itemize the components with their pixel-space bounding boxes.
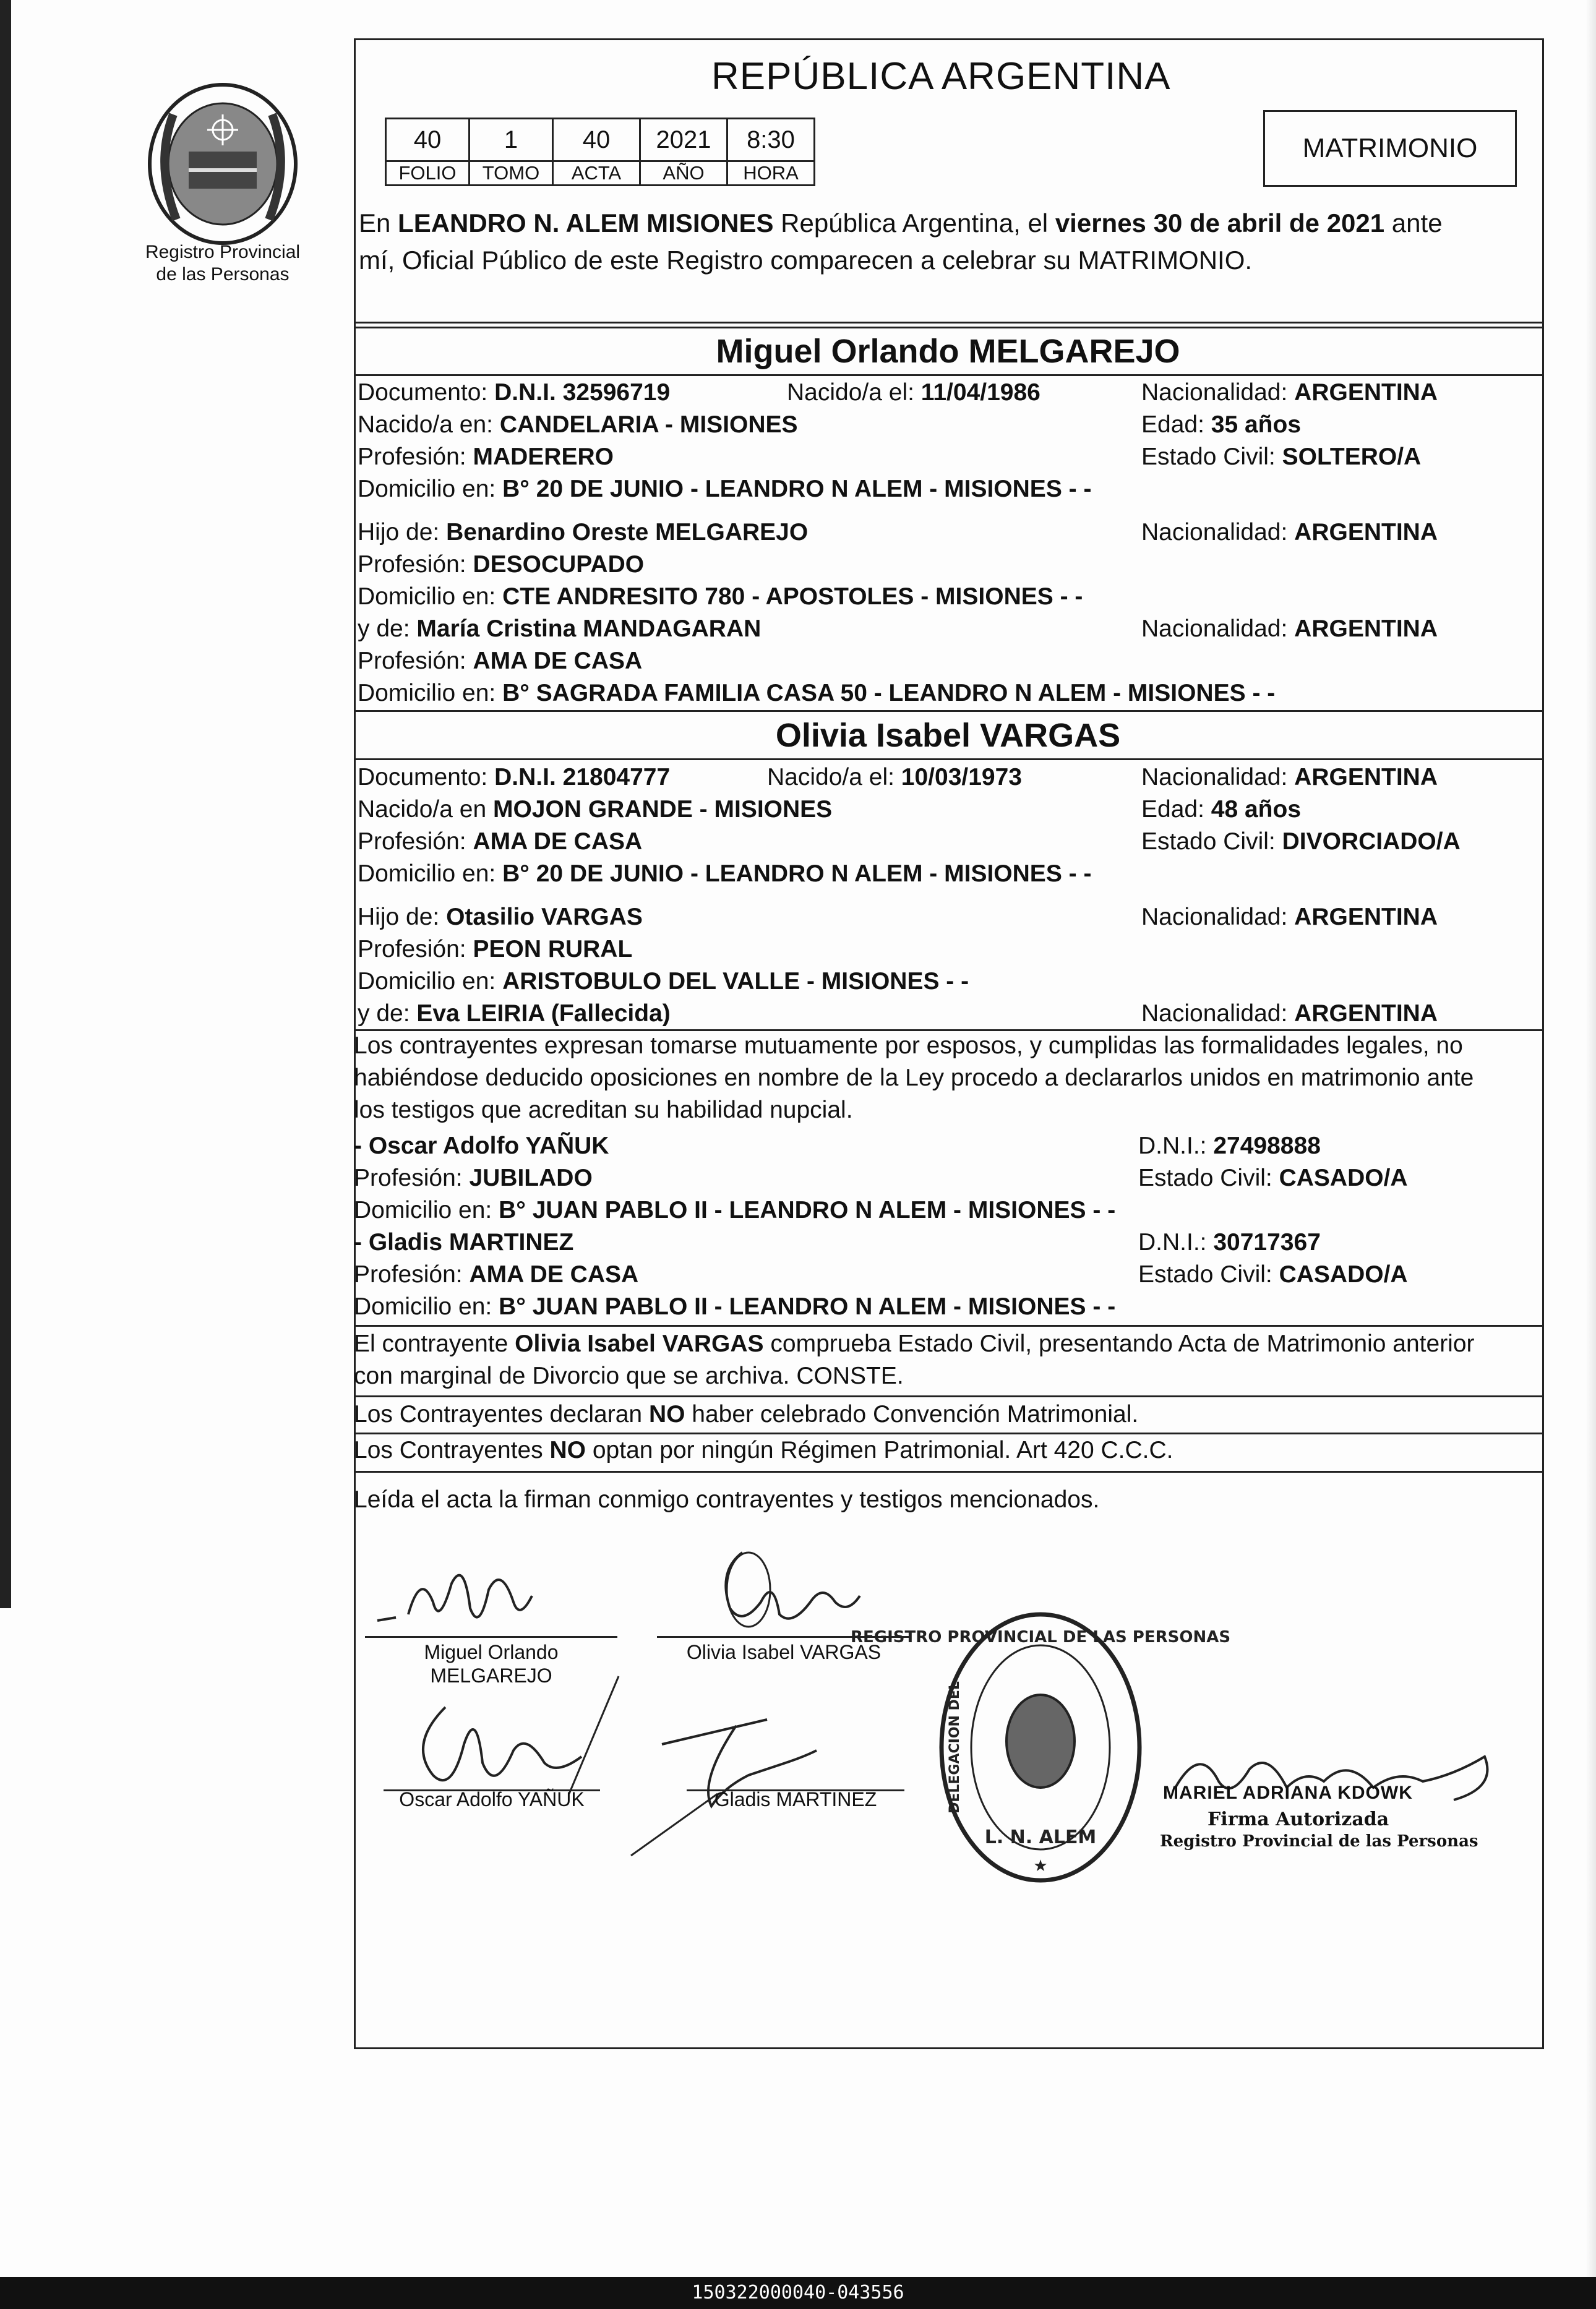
c1-madre-profesion: Profesión: AMA DE CASA [358, 648, 643, 674]
testigo-1-dni: D.N.I.: 27498888 [1138, 1133, 1321, 1159]
c2-nacido-el: Nacido/a el: 10/03/1973 [767, 764, 1022, 790]
declaracion-line-3: los testigos que acreditan su habilidad nupcial. [354, 1097, 853, 1123]
c1-nacido-el: Nacido/a el: 11/04/1986 [787, 379, 1040, 406]
testigo-1-profesion: Profesión: JUBILADO [354, 1165, 593, 1191]
c2-nacido-en: Nacido/a en MOJON GRANDE - MISIONES [358, 796, 833, 823]
c1-profesion: Profesión: MADERERO [358, 443, 614, 470]
intro-line-1: En LEANDRO N. ALEM MISIONES República Argentina, el viernes 30 de abril de 2021 ante [359, 208, 1443, 238]
provincial-crest-logo [130, 77, 315, 251]
page-title: REPÚBLICA ARGENTINA [711, 55, 1171, 98]
cierre-line: Leída el acta la firman conmigo contrayentes y testigos mencionados. [354, 1486, 1100, 1513]
funcionario-title: Firma Autorizada [1208, 1809, 1389, 1830]
anio-label: AÑO [640, 161, 727, 186]
c1-padre: Hijo de: Benardino Oreste MELGAREJO [358, 519, 809, 546]
c1-domicilio: Domicilio en: B° 20 DE JUNIO - LEANDRO N ALEM - MISIONES - - [358, 476, 1092, 502]
tomo-label: TOMO [470, 161, 553, 186]
c1-madre: y de: María Cristina MANDAGARAN [358, 615, 762, 642]
c2-domicilio: Domicilio en: B° 20 DE JUNIO - LEANDRO N ALEM - MISIONES - - [358, 860, 1092, 887]
intro-line-2: mí, Oficial Público de este Registro comparecen a celebrar su MATRIMONIO. [359, 246, 1253, 275]
divider [354, 374, 1542, 376]
acta-value: 40 [553, 119, 640, 161]
registry-table [385, 118, 815, 186]
folio-value: 40 [386, 119, 470, 161]
acta-type-box: MATRIMONIO [1263, 110, 1517, 187]
testigo-1-domicilio: Domicilio en: B° JUAN PABLO II - LEANDRO N ALEM - MISIONES - - [354, 1197, 1116, 1223]
seal-text-bottom: L. N. ALEM [984, 1827, 1097, 1848]
testigo-2-name: - Gladis MARTINEZ [354, 1229, 574, 1256]
c2-padre-profesion: Profesión: PEON RURAL [358, 936, 633, 962]
signature-vargas [693, 1534, 878, 1639]
c2-padre-nacionalidad: Nacionalidad: ARGENTINA [1141, 904, 1438, 930]
divider [354, 710, 1542, 712]
c1-estado-civil: Estado Civil: SOLTERO/A [1141, 443, 1422, 470]
c1-madre-nacionalidad: Nacionalidad: ARGENTINA [1141, 615, 1438, 642]
divider [354, 327, 1542, 328]
divider [354, 1325, 1542, 1327]
signature-melgarejo [371, 1546, 569, 1639]
divider [354, 1395, 1542, 1397]
testigo-2-dni: D.N.I.: 30717367 [1138, 1229, 1321, 1256]
contrayente-2-name: Olivia Isabel VARGAS [775, 717, 1121, 754]
c2-padre: Hijo de: Otasilio VARGAS [358, 904, 643, 930]
divider [354, 1029, 1542, 1031]
convencion-line: Los Contrayentes declaran NO haber celebrado Convención Matrimonial. [354, 1401, 1139, 1428]
signature-name-melgarejo: Miguel Orlando MELGAREJO [424, 1641, 559, 1687]
svg-text:★: ★ [1033, 1857, 1048, 1875]
signature-line [365, 1636, 617, 1638]
hora-label: HORA [727, 161, 815, 186]
funcionario-name: MARIEL ADRIANA KDOWK [1163, 1783, 1413, 1803]
c2-edad: Edad: 48 años [1141, 796, 1302, 823]
regimen-line: Los Contrayentes NO optan por ningún Régimen Patrimonial. Art 420 C.C.C. [354, 1437, 1173, 1463]
scan-edge-left [0, 0, 11, 1608]
divider [354, 1471, 1542, 1473]
declaracion-line-1: Los contrayentes expresan tomarse mutuamente por esposos, y cumplidas las formalidades legales, no [354, 1032, 1463, 1059]
c1-nacionalidad: Nacionalidad: ARGENTINA [1141, 379, 1438, 406]
c1-documento: Documento: D.N.I. 32596719 [358, 379, 671, 406]
c2-estado-civil: Estado Civil: DIVORCIADO/A [1141, 828, 1461, 855]
c1-madre-domicilio: Domicilio en: B° SAGRADA FAMILIA CASA 50 - LEANDRO N ALEM - MISIONES - - [358, 680, 1276, 706]
signature-name-vargas: Olivia Isabel VARGAS [686, 1641, 882, 1663]
c1-edad: Edad: 35 años [1141, 411, 1302, 438]
divider [354, 1433, 1542, 1434]
c1-padre-profesion: Profesión: DESOCUPADO [358, 551, 645, 578]
testigo-2-estado-civil: Estado Civil: CASADO/A [1138, 1261, 1408, 1288]
hora-value: 8:30 [727, 119, 815, 161]
tomo-value: 1 [470, 119, 553, 161]
funcionario-registry: Registro Provincial de las Personas [1160, 1832, 1478, 1851]
contrayente-1-name: Miguel Orlando MELGAREJO [716, 333, 1180, 370]
testigo-1-name: - Oscar Adolfo YAÑUK [354, 1133, 609, 1159]
c2-nacionalidad: Nacionalidad: ARGENTINA [1141, 764, 1438, 790]
anio-value: 2021 [640, 119, 727, 161]
signature-name-martinez: Gladis MARTINEZ [714, 1788, 877, 1810]
signature-name-yanuk: Oscar Adolfo YAÑUK [399, 1788, 585, 1810]
estado-civil-nota-line-1: El contrayente Olivia Isabel VARGAS comprueba Estado Civil, presentando Acta de Matrimonio anterior [354, 1330, 1475, 1357]
c2-documento: Documento: D.N.I. 21804777 [358, 764, 671, 790]
c2-padre-domicilio: Domicilio en: ARISTOBULO DEL VALLE - MISIONES - - [358, 968, 969, 995]
testigo-2-profesion: Profesión: AMA DE CASA [354, 1261, 639, 1288]
c1-padre-domicilio: Domicilio en: CTE ANDRESITO 780 - APOSTOLES - MISIONES - - [358, 583, 1083, 610]
c2-madre-nacionalidad: Nacionalidad: ARGENTINA [1141, 1000, 1438, 1027]
c2-madre: y de: Eva LEIRIA (Fallecida) [358, 1000, 671, 1027]
testigo-2-domicilio: Domicilio en: B° JUAN PABLO II - LEANDRO N ALEM - MISIONES - - [354, 1293, 1116, 1320]
folio-label: FOLIO [386, 161, 470, 186]
divider [354, 758, 1542, 760]
seal-text-left: DELEGACION DEL [947, 1681, 963, 1814]
declaracion-line-2: habiéndose deducido oposiciones en nombre de la Ley procedo a declararlos unidos en matrimonio ante [354, 1065, 1474, 1091]
registry-label: Registro Provincial de las Personas [145, 242, 301, 285]
estado-civil-nota-line-2: con marginal de Divorcio que se archiva. CONSTE. [354, 1363, 904, 1389]
acta-label: ACTA [553, 161, 640, 186]
signature-martinez [625, 1707, 847, 1856]
c1-padre-nacionalidad: Nacionalidad: ARGENTINA [1141, 519, 1438, 546]
testigo-1-estado-civil: Estado Civil: CASADO/A [1138, 1165, 1408, 1191]
c1-nacido-en: Nacido/a en: CANDELARIA - MISIONES [358, 411, 798, 438]
footer-barcode-code: 150322000040-043556 [0, 2277, 1596, 2309]
seal-text-top: REGISTRO PROVINCIAL DE LAS PERSONAS [850, 1628, 1231, 1647]
scan-edge-right [1585, 0, 1596, 2309]
divider [354, 322, 1542, 323]
official-seal [850, 1605, 1231, 1890]
c2-profesion: Profesión: AMA DE CASA [358, 828, 643, 855]
